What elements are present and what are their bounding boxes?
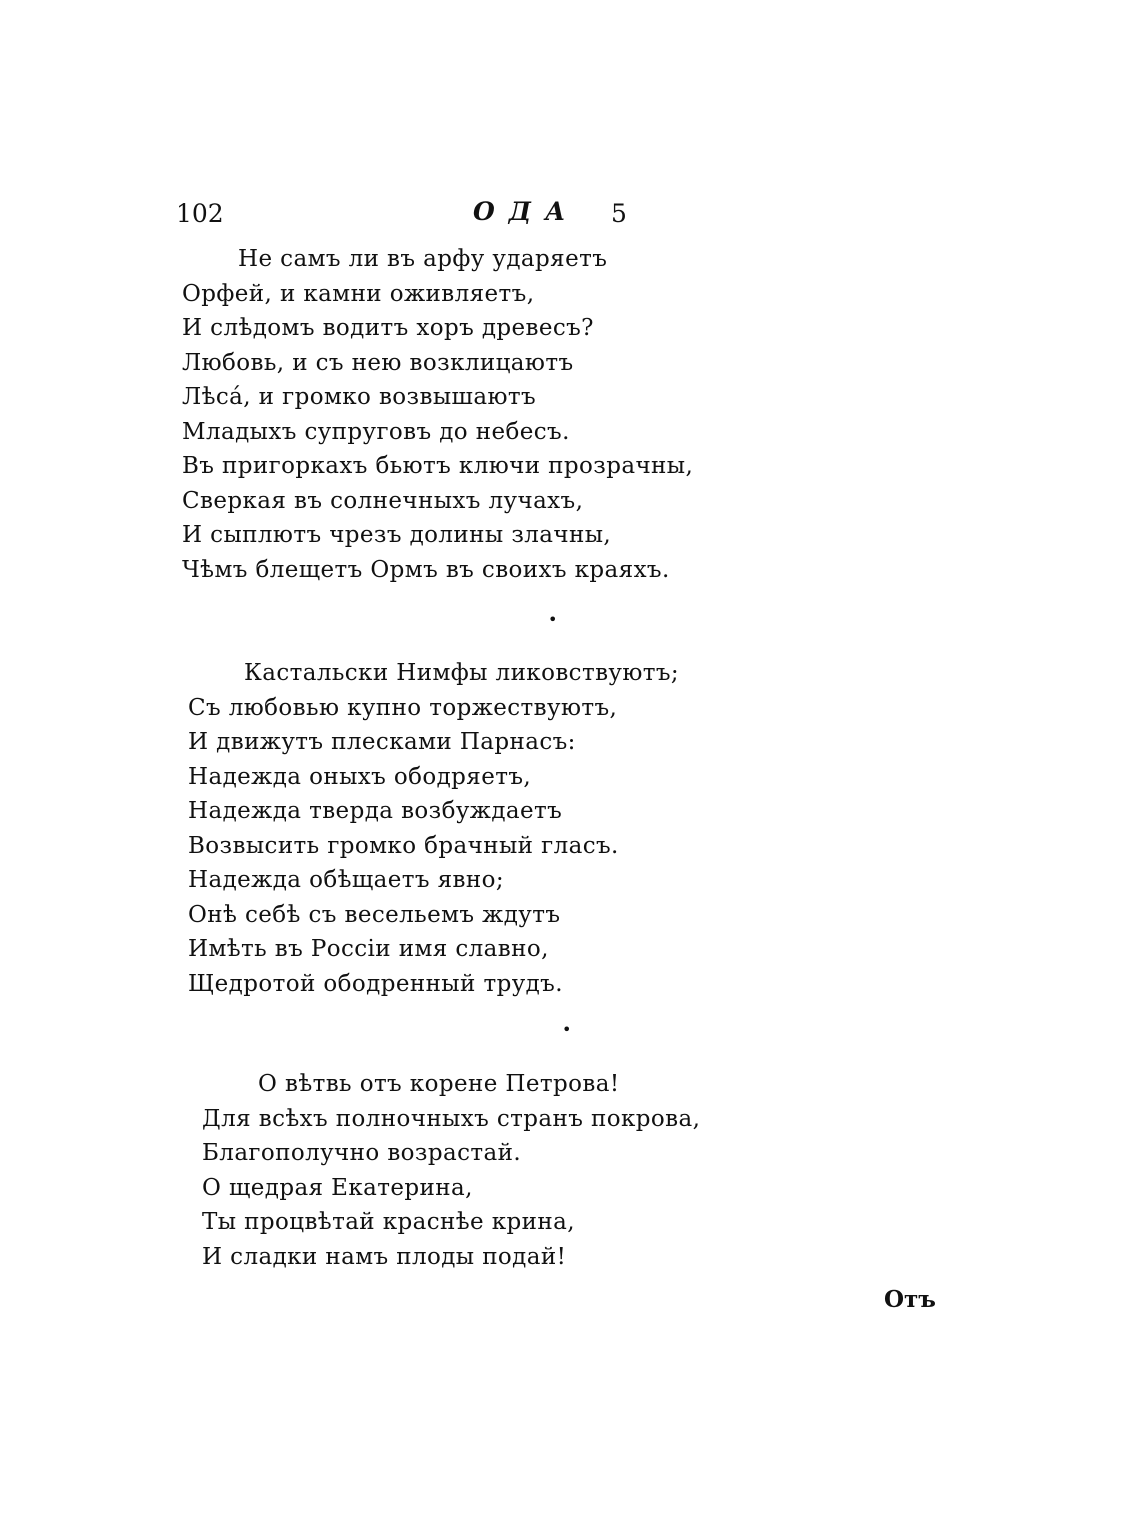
stanza-separator: • — [562, 1020, 572, 1039]
verse-line: И сыплютъ чрезъ долины злачны, — [182, 522, 612, 548]
verse-line: Чѣмъ блещетъ Ормъ въ своихъ краяхъ. — [182, 556, 670, 583]
stanza-3 — [202, 1067, 700, 1274]
catchword: Отъ — [884, 1286, 936, 1313]
verse-line: Не самъ ли въ арфу ударяетъ — [238, 246, 608, 272]
verse-line: Для всѣхъ полночныхъ странъ покрова, — [202, 1105, 701, 1132]
verse-line: И сладки намъ плоды подай! — [202, 1243, 567, 1270]
verse-line: Ты процвѣтай краснѣе крина, — [202, 1209, 575, 1235]
verse-line: Благополучно возрастай. — [202, 1140, 522, 1166]
stanza-1 — [182, 242, 693, 587]
verse-line: О вѣтвь отъ корене Петрова! — [258, 1071, 620, 1097]
stanza-separator: • — [548, 610, 558, 629]
page-number: 102 — [176, 199, 224, 228]
ode-number: 5 — [611, 199, 627, 228]
verse-line: Онѣ себѣ съ весельемъ ждутъ — [188, 901, 561, 928]
verse-line: Сверкая въ солнечныхъ лучахъ, — [182, 487, 584, 514]
verse-line: Надежда оныхъ ободряетъ, — [188, 763, 532, 790]
verse-line: Орфей, и камни оживляетъ, — [182, 280, 535, 307]
verse-line: Съ любовью купно торжествуютъ, — [188, 694, 618, 721]
verse-line: И движутъ плесками Парнасъ: — [188, 729, 576, 755]
verse-line: И слѣдомъ водитъ хоръ древесъ? — [182, 315, 594, 341]
verse-line: Надежда тверда возбуждаетъ — [188, 798, 563, 824]
verse-line: О щедрая Екатерина, — [202, 1174, 473, 1201]
verse-line: Кастальски Нимфы ликовствуютъ; — [244, 660, 680, 686]
verse-line: Младыхъ супруговъ до небесъ. — [182, 418, 570, 445]
verse-line: Возвысить громко брачный гласъ. — [188, 832, 619, 859]
running-title: ОДА — [473, 197, 580, 226]
verse-line: Любовь, и съ нею возклицаютъ — [182, 349, 574, 376]
stanza-2 — [188, 656, 679, 1001]
verse-line: Въ пригоркахъ бьютъ ключи прозрачны, — [182, 453, 694, 479]
verse-line: Надежда обѣщаетъ явно; — [188, 867, 505, 893]
verse-line: Щедротой ободренный трудъ. — [188, 970, 563, 997]
verse-line: Имѣть въ Россіи имя славно, — [188, 936, 549, 962]
verse-line: Лѣса́, и громко возвышаютъ — [182, 384, 537, 410]
